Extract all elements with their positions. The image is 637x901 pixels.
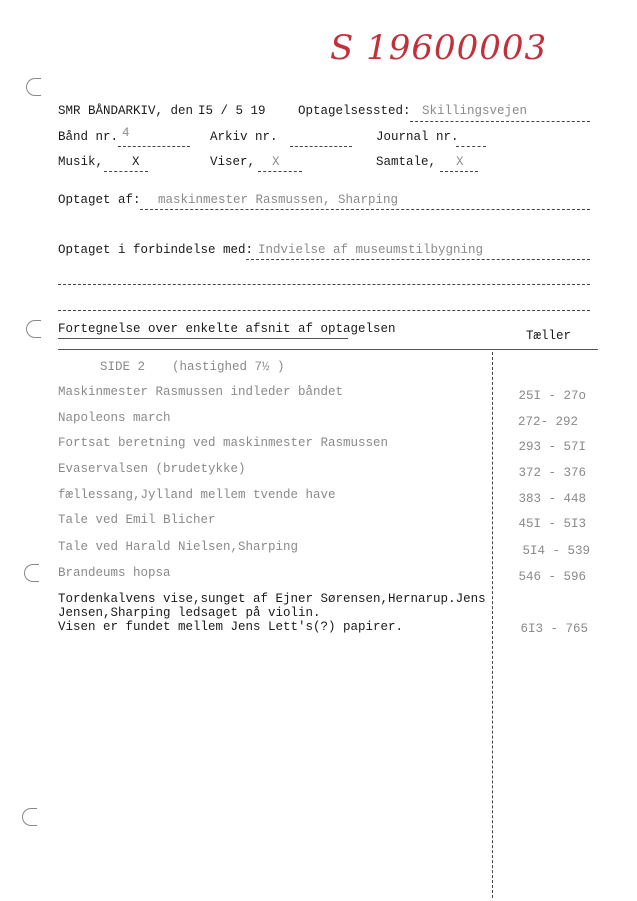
recorded-by-label: Optaget af: [58,193,141,207]
connection-extra-line-2 [58,310,590,311]
connection-underline [246,259,590,260]
arkiv-label: Arkiv nr. [210,130,278,144]
list-item-text: Napoleons march [58,411,171,425]
last-item-line-2: Jensen,Sharping ledsaget på violin. [58,606,321,620]
list-item-text: Maskinmester Rasmussen indleder båndet [58,385,344,399]
list-item-counter: 5I4 - 539 [522,544,590,558]
location-label: Optagelsessted: [298,104,411,118]
list-item-counter: 383 - 448 [518,492,586,506]
archive-label: SMR BÅNDARKIV, den [58,104,194,118]
list-item-counter: 45I - 5I3 [518,517,586,531]
list-item-counter: 272- 292 [517,415,578,429]
location-value: Skillingsvejen [422,104,528,118]
archive-number-handwritten: S 19600003 [330,28,548,68]
list-item-text: Tale ved Harald Nielsen,Sharping [58,540,299,554]
list-item-counter: 293 - 57I [518,440,586,454]
counter-column-divider [492,352,493,898]
list-item-counter: 25I - 27o [518,389,586,403]
arkiv-underline [290,146,352,147]
listing-table-rule [58,349,598,350]
journal-label: Journal nr. [376,130,459,144]
connection-value: Indvielse af museumstilbygning [258,243,484,257]
musik-value: X [132,155,140,169]
recorded-by-value: maskinmester Rasmussen, Sharping [158,193,399,207]
musik-underline [104,171,148,172]
side-label: SIDE 2 [100,360,146,374]
recorded-by-underline [140,209,590,210]
list-item-text: Evaservalsen (brudetykke) [58,462,246,476]
counter-heading: Tæller [526,329,572,343]
last-item-line-3: Visen er fundet mellem Jens Lett's(?) papirer. [58,620,404,634]
list-item-counter: 372 - 376 [518,466,586,480]
last-item-counter: 6I3 - 765 [520,622,588,636]
punch-hole-4 [22,808,37,826]
samtale-label: Samtale, [376,155,437,169]
list-item-text: Fortsat beretning ved maskinmester Rasmussen [58,436,389,450]
samtale-underline [440,171,478,172]
band-value: 4 [122,126,130,140]
list-item-text: Brandeums hopsa [58,566,171,580]
list-item-counter: 546 - 596 [518,570,586,584]
viser-label: Viser, [210,155,256,169]
listing-heading-rule [58,338,348,339]
list-item-text: Tale ved Emil Blicher [58,513,216,527]
connection-label: Optaget i forbindelse med: [58,243,254,257]
viser-underline [258,171,302,172]
samtale-value: X [456,155,464,169]
speed-label: (hastighed 7½ ) [172,360,285,374]
listing-heading: Fortegnelse over enkelte afsnit af optagelsen [58,322,396,336]
date-value: I5 / 5 19 [198,104,266,118]
punch-hole-2 [26,320,41,338]
last-item-line-1: Tordenkalvens vise,sunget af Ejner Sørensen,Hernarup.Jens [58,592,486,606]
punch-hole-3 [24,564,39,582]
band-label: Bånd nr. [58,130,119,144]
band-underline [118,146,190,147]
connection-extra-line-1 [58,284,590,285]
musik-label: Musik, [58,155,104,169]
list-item-text: fællessang,Jylland mellem tvende have [58,488,336,502]
location-underline [410,121,590,122]
viser-value: X [272,155,280,169]
punch-hole-1 [26,78,41,96]
journal-underline [456,146,486,147]
